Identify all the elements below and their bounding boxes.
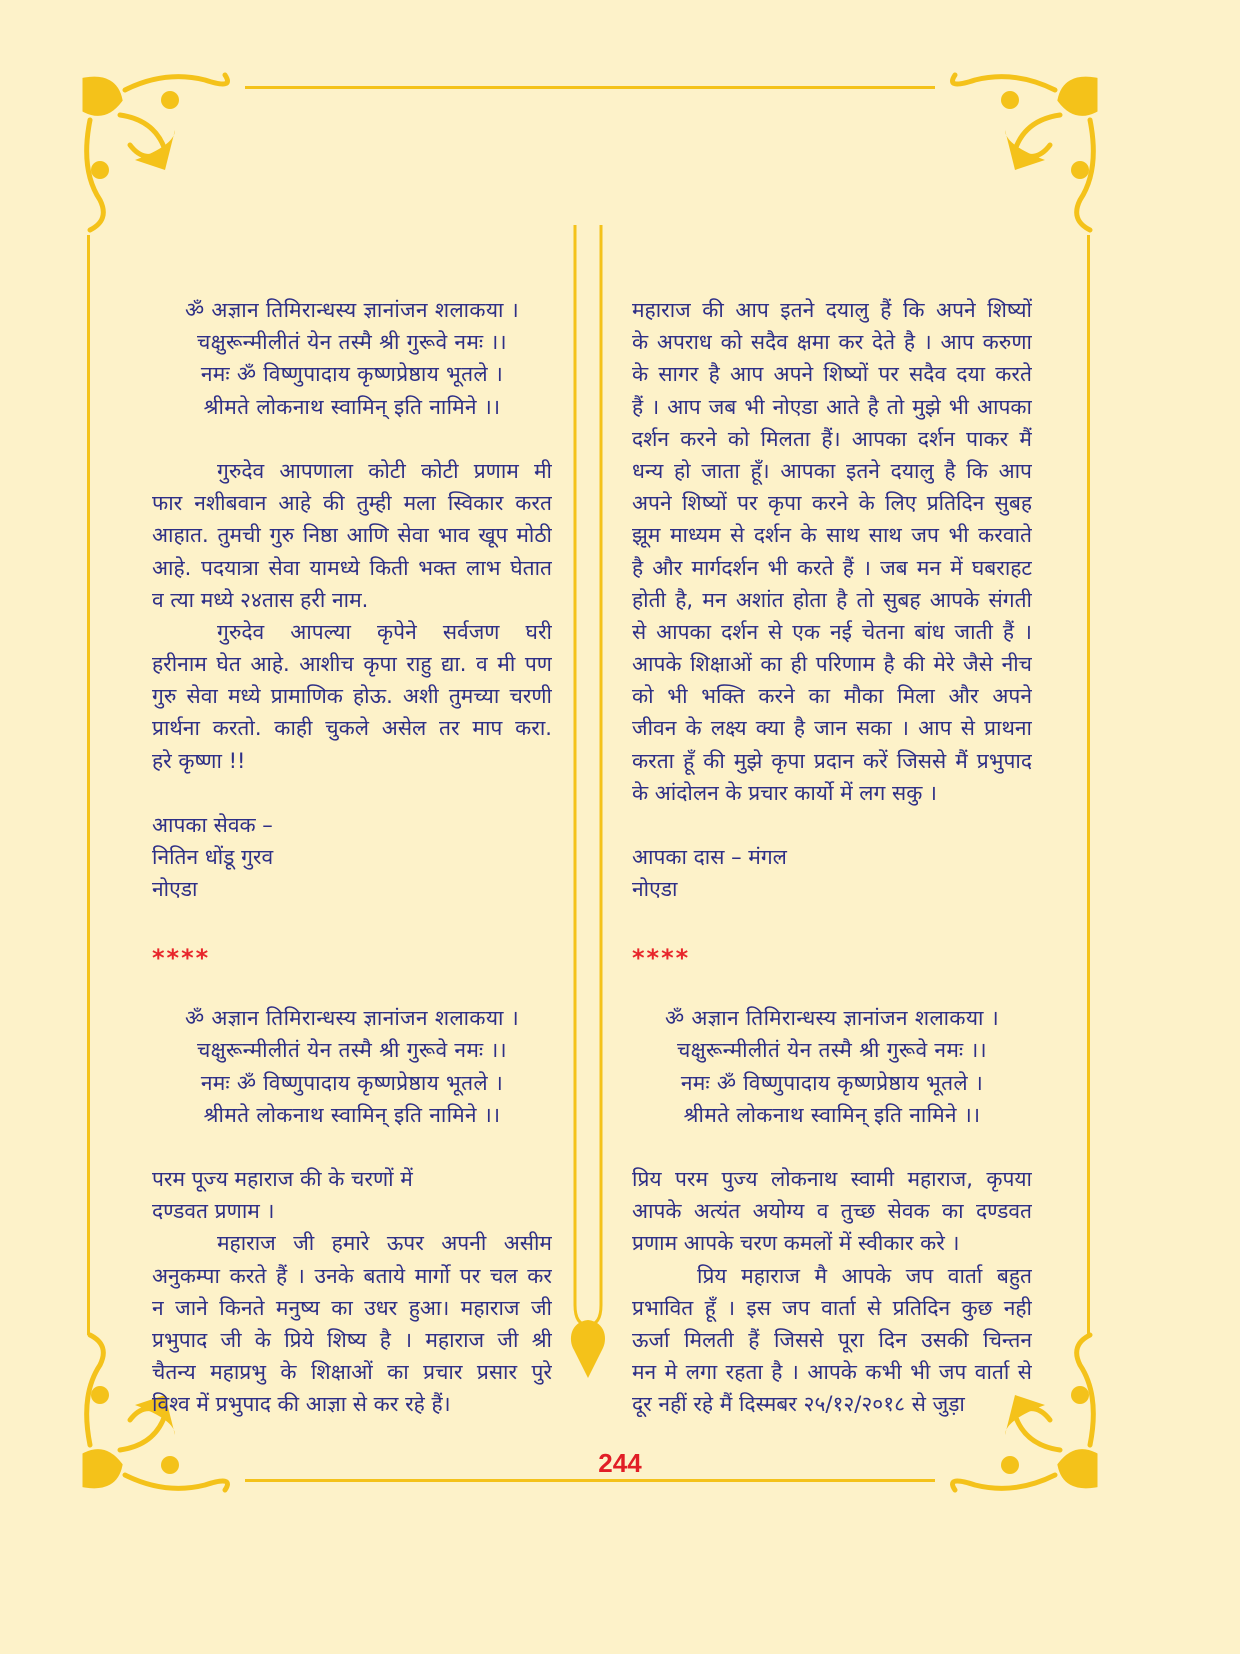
- paragraph: [632, 294, 1032, 809]
- spacer: [152, 423, 552, 455]
- mantra-verse: [152, 1002, 552, 1131]
- text-line: दण्डवत प्रणाम ।: [152, 1199, 275, 1224]
- center-divider-ornament: [560, 220, 620, 1380]
- text-line: प्रभावित हूँ । इस जप वार्ता से प्रतिदिन कुछ नही: [632, 1295, 1032, 1320]
- text-line: धन्य हो जाता हूँ। आपका इतने दयालु है कि आप: [632, 458, 1032, 483]
- verse-line: चक्षुरून्मीलीतं येन तस्मै श्री गुरूवे नमः ।।: [197, 330, 507, 355]
- right-column: [632, 294, 1032, 1421]
- text-line: नितिन धोंडू गुरव: [152, 845, 274, 870]
- text-line: मन मे लगा रहता है । आपके कभी भी जप वार्ता से: [632, 1360, 1032, 1385]
- text-line: महाराज की आप इतने दयालु हैं कि अपने शिष्यों: [632, 298, 1032, 322]
- text-line: प्रार्थना करतो. काही चुकले असेल तर माप करा.: [152, 716, 552, 741]
- text-line: हैं । आप जब भी नोएडा आते है तो मुझे भी आपका: [632, 394, 1032, 419]
- text-line: अपने शिष्यों पर कृपा करने के लिए प्रतिदिन सुबह: [632, 491, 1032, 516]
- paragraph: [632, 1163, 1032, 1260]
- text-line: आपका दास – मंगल: [632, 845, 787, 870]
- border-top: [245, 86, 935, 89]
- verse-line: चक्षुरून्मीलीतं येन तस्मै श्री गुरूवे नमः ।।: [677, 1038, 987, 1063]
- text-line: विश्व में प्रभुपाद की आज्ञा से कर रहे हैं।: [152, 1392, 451, 1417]
- text-line: परम पूज्य महाराज की के चरणों में: [152, 1167, 413, 1192]
- text-line: से आपका दर्शन से एक नई चेतना बांध जाती हैं ।: [632, 619, 1032, 644]
- verse-line: नमः ॐ विष्णुपादाय कृष्णप्रेष्ठाय भूतले ।: [200, 1070, 504, 1095]
- verse-line: नमः ॐ विष्णुपादाय कृष्णप्रेष्ठाय भूतले ।: [200, 362, 504, 387]
- spacer: [632, 906, 1032, 938]
- paragraph: [152, 616, 552, 777]
- border-bottom: [245, 1479, 935, 1482]
- spacer: [632, 1131, 1032, 1163]
- text-line: जीवन के लक्ष्य क्या है जान सका । आप से प्राथना: [632, 716, 1032, 741]
- text-line: दर्शन करने को मिलता हैं। आपका दर्शन पाकर मैं: [632, 426, 1032, 451]
- corner-ornament-top-left: [75, 70, 250, 245]
- paragraph: [152, 455, 552, 616]
- left-column: [152, 294, 552, 1421]
- mantra-verse: [632, 1002, 1032, 1131]
- verse-line: ॐ अज्ञान तिमिरान्धस्य ज्ञानांजन शलाकया ।: [184, 298, 520, 322]
- text-line: दूर नहीं रहे मैं दिस्मबर २५/१२/२०१८ से जुड़ा: [632, 1392, 965, 1417]
- spacer: [152, 970, 552, 1002]
- text-line: के अपराध को सदैव क्षमा कर देते है । आप करुणा: [632, 330, 1032, 355]
- text-line: हरीनाम घेत आहे. आशीच कृपा राहु द्या. व मी पण: [152, 652, 552, 677]
- text-line: आपके शिक्षाओं का ही परिणाम है की मेरे जैसे नीच: [632, 652, 1032, 677]
- text-line: आहे. पदयात्रा सेवा यामध्ये किती भक्त लाभ घेतात: [152, 555, 552, 580]
- text-line: गुरुदेव आपल्या कृपेने सर्वजण घरी: [217, 619, 552, 644]
- page-number: 244: [598, 1448, 642, 1478]
- paragraph: [632, 1260, 1032, 1421]
- text-line: झूम माध्यम से दर्शन के साथ साथ जप भी करवाते: [632, 523, 1032, 548]
- text-line: को भी भक्ति करने का मौका मिला और अपने: [632, 684, 1032, 709]
- signature-block: [152, 1163, 552, 1227]
- text-line: प्रभुपाद जी के प्रिये शिष्य है । महाराज जी श्री: [152, 1328, 552, 1352]
- text-line: अनुकम्पा करते हैं । उनके बताये मार्गो पर चल कर: [152, 1263, 552, 1288]
- verse-line: श्रीमते लोकनाथ स्वामिन् इति नामिने ।।: [683, 1102, 981, 1127]
- text-line: होती है, मन अशांत होता है तो सुबह आपके संगती: [632, 587, 1032, 612]
- spacer: [152, 1131, 552, 1163]
- spacer: [152, 777, 552, 809]
- verse-line: नमः ॐ विष्णुपादाय कृष्णप्रेष्ठाय भूतले ।: [680, 1070, 984, 1095]
- section-separator-stars: ****: [632, 943, 691, 972]
- text-line: गुरुदेव आपणाला कोटी कोटी प्रणाम मी: [217, 458, 552, 483]
- text-line: आहात. तुमची गुरु निष्ठा आणि सेवा भाव खूप मोठी: [152, 523, 552, 548]
- text-line: के सागर है आप अपने शिष्यों पर सदैव दया करते: [632, 362, 1032, 387]
- text-line: आपका सेवक –: [152, 813, 273, 837]
- spacer: [632, 970, 1032, 1002]
- signature-block: [152, 809, 552, 906]
- text-line: नोएडा: [632, 877, 678, 902]
- border-left: [87, 235, 90, 1335]
- text-line: आपके अत्यंत अयोग्य व तुच्छ सेवक का दण्डवत: [632, 1199, 1032, 1224]
- border-right: [1087, 235, 1090, 1335]
- text-line: प्रिय परम पुज्य लोकनाथ स्वामी महाराज, कृपया: [632, 1167, 1032, 1192]
- paragraph: [152, 1227, 552, 1420]
- verse-line: श्रीमते लोकनाथ स्वामिन् इति नामिने ।।: [203, 394, 501, 419]
- text-line: ऊर्जा मिलती हैं जिससे पूरा दिन उसकी चिन्तन: [632, 1328, 1032, 1352]
- text-line: फार नशीबवान आहे की तुम्ही मला स्विकार करत: [152, 491, 552, 516]
- text-line: के आंदोलन के प्रचार कार्यो में लग सकु ।: [632, 780, 938, 805]
- text-line: व त्या मध्ये २४तास हरी नाम.: [152, 587, 369, 612]
- text-line: है और मार्गदर्शन भी करते हैं । जब मन में घबराहट: [632, 555, 1032, 580]
- text-line: गुरु सेवा मध्ये प्रामाणिक होऊ. अशी तुमच्या चरणी: [152, 684, 552, 709]
- text-line: प्रिय महाराज मै आपके जप वार्ता बहुत: [697, 1263, 1032, 1288]
- mantra-verse: [152, 294, 552, 423]
- text-line: न जाने किनते मनुष्य का उधर हुआ। महाराज जी: [152, 1295, 552, 1320]
- text-line: महाराज जी हमारे ऊपर अपनी असीम: [217, 1231, 552, 1256]
- text-line: प्रणाम आपके चरण कमलों में स्वीकार करे ।: [632, 1231, 960, 1256]
- verse-line: ॐ अज्ञान तिमिरान्धस्य ज्ञानांजन शलाकया ।: [664, 1006, 1000, 1031]
- verse-line: ॐ अज्ञान तिमिरान्धस्य ज्ञानांजन शलाकया ।: [184, 1006, 520, 1031]
- verse-line: श्रीमते लोकनाथ स्वामिन् इति नामिने ।।: [203, 1102, 501, 1127]
- spacer: [632, 809, 1032, 841]
- section-separator-stars: ****: [152, 943, 211, 972]
- text-line: करता हूँ की मुझे कृपा प्रदान करें जिससे मैं प्रभुपाद: [632, 748, 1032, 773]
- spacer: [152, 906, 552, 938]
- signature-block: [632, 841, 1032, 905]
- corner-ornament-top-right: [930, 70, 1105, 245]
- text-line: हरे कृष्णा !!: [152, 748, 246, 773]
- text-line: नोएडा: [152, 877, 198, 902]
- text-line: चैतन्य महाप्रभु के शिक्षाओं का प्रचार प्रसार पुरे: [152, 1360, 552, 1385]
- verse-line: चक्षुरून्मीलीतं येन तस्मै श्री गुरूवे नमः ।।: [197, 1038, 507, 1063]
